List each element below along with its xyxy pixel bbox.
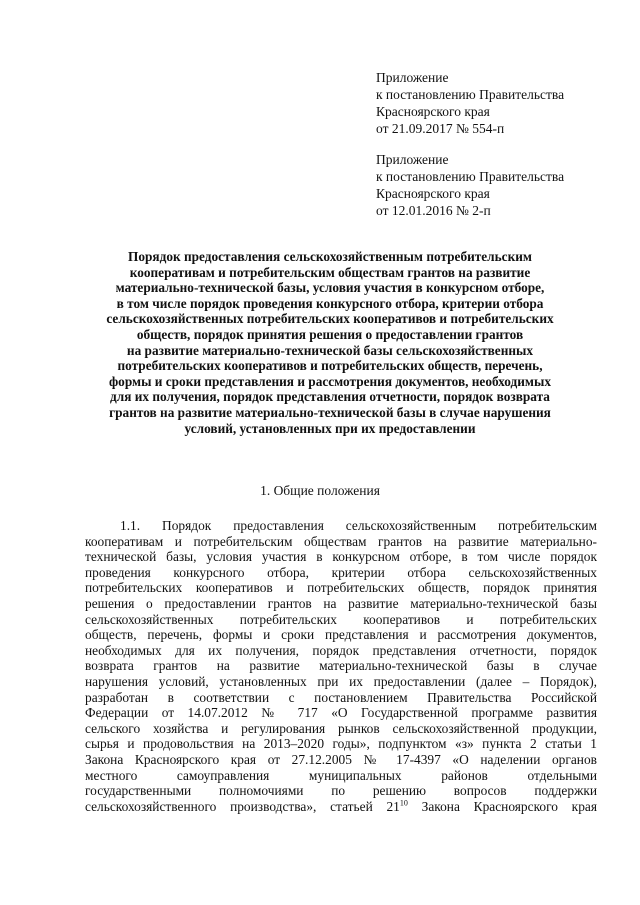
appendix-original-resolution — [376, 151, 626, 219]
body-line: разработан в соответствии с постановлением Правительства Российской — [85, 689, 597, 705]
document-title — [70, 249, 590, 436]
appendix-current-amendment — [376, 69, 626, 137]
body-line: решения о предоставлении грантов на развитие материально-технической базы — [85, 595, 597, 611]
body-line: 1.1. Порядок предоставления сельскохозяйственным потребительским — [120, 518, 597, 533]
title-line: условий, установленных при их предоставлении — [184, 420, 476, 436]
title-line: для их получения, порядок представления отчетности, порядок возврата — [110, 389, 550, 405]
appendix-line: от 21.09.2017 № 554-п — [376, 121, 505, 136]
body-line: Федерации от 14.07.2012 № 717 «О Государственной программе развития — [85, 705, 597, 721]
body-line: кооперативам и потребительским обществам грантов на развитие материально- — [85, 533, 597, 549]
article-superscript: 10 — [399, 798, 408, 808]
body-line: возврата грантов на развитие материально-технической базы в случае — [85, 658, 597, 674]
appendix-line: от 12.01.2016 № 2-п — [376, 203, 491, 218]
appendix-line: Приложение — [376, 70, 449, 85]
title-line: обществ, порядок принятия решения о предоставлении грантов — [136, 326, 524, 342]
body-line: сельскохозяйственных потребительских кооперативов и потребительских — [85, 611, 597, 627]
body-text: Закона Красноярского края — [407, 798, 597, 814]
body-line: потребительских кооперативов и потребительских обществ, порядок принятия — [85, 580, 597, 596]
body-line: проведения конкурсного отбора, критерии отбора сельскохозяйственных — [85, 564, 597, 580]
title-line: сельскохозяйственных потребительских кооперативов и потребительских — [106, 311, 554, 327]
body-line: необходимых для их получения, порядок представления отчетности, порядок — [85, 642, 597, 658]
appendix-line: Приложение — [376, 152, 449, 167]
title-line: грантов на развитие материально-технической базы в случае нарушения — [109, 404, 551, 420]
body-line: обществ, перечень, формы и сроки представления и рассмотрения документов, — [85, 627, 597, 643]
appendix-line: к постановлению Правительства — [376, 87, 565, 102]
paragraph-1-1 — [85, 518, 597, 814]
title-line: потребительских кооперативов и потребительских обществ, перечень, — [117, 358, 543, 374]
appendix-line: Красноярского края — [376, 186, 490, 201]
body-line: местного самоуправления муниципальных районов отдельными — [85, 767, 597, 783]
title-line: материально-технической базы, условия участия в конкурсном отборе, — [115, 280, 545, 296]
body-last-line — [85, 799, 597, 815]
body-line: технической базы, условия участия в конкурсном отборе, в том числе порядок — [85, 549, 597, 565]
appendix-line: к постановлению Правительства — [376, 169, 565, 184]
body-line: сырья и продовольствия на 2013–2020 годы», подпунктом «з» пункта 2 статьи 1 — [85, 736, 597, 752]
body-line: Закона Красноярского края от 27.12.2005 № 17-4397 «О наделении органов — [85, 751, 597, 767]
title-line: на развитие материально-технической базы сельскохозяйственных — [126, 342, 534, 358]
title-line: Порядок предоставления сельскохозяйственным потребительским — [128, 249, 532, 264]
appendix-line: Красноярского края — [376, 104, 490, 119]
title-line: в том числе порядок проведения конкурсного отбора, критерии отбора — [116, 295, 544, 311]
body-line: государственными полномочиями по решению вопросов поддержки — [85, 783, 597, 799]
section-heading: 1. Общие положения — [260, 483, 380, 498]
title-line: формы и сроки представления и рассмотрения документов, необходимых — [108, 373, 552, 389]
body-text: сельскохозяйственного производства», статьей 21 — [85, 798, 400, 814]
title-line: кооперативам и потребительским обществам грантов на развитие — [129, 264, 531, 280]
body-line: нарушения условий, установленных при их предоставлении (далее – Порядок), — [85, 673, 597, 689]
body-line: сельского хозяйства и регулирования рынков сельскохозяйственной продукции, — [85, 720, 597, 736]
